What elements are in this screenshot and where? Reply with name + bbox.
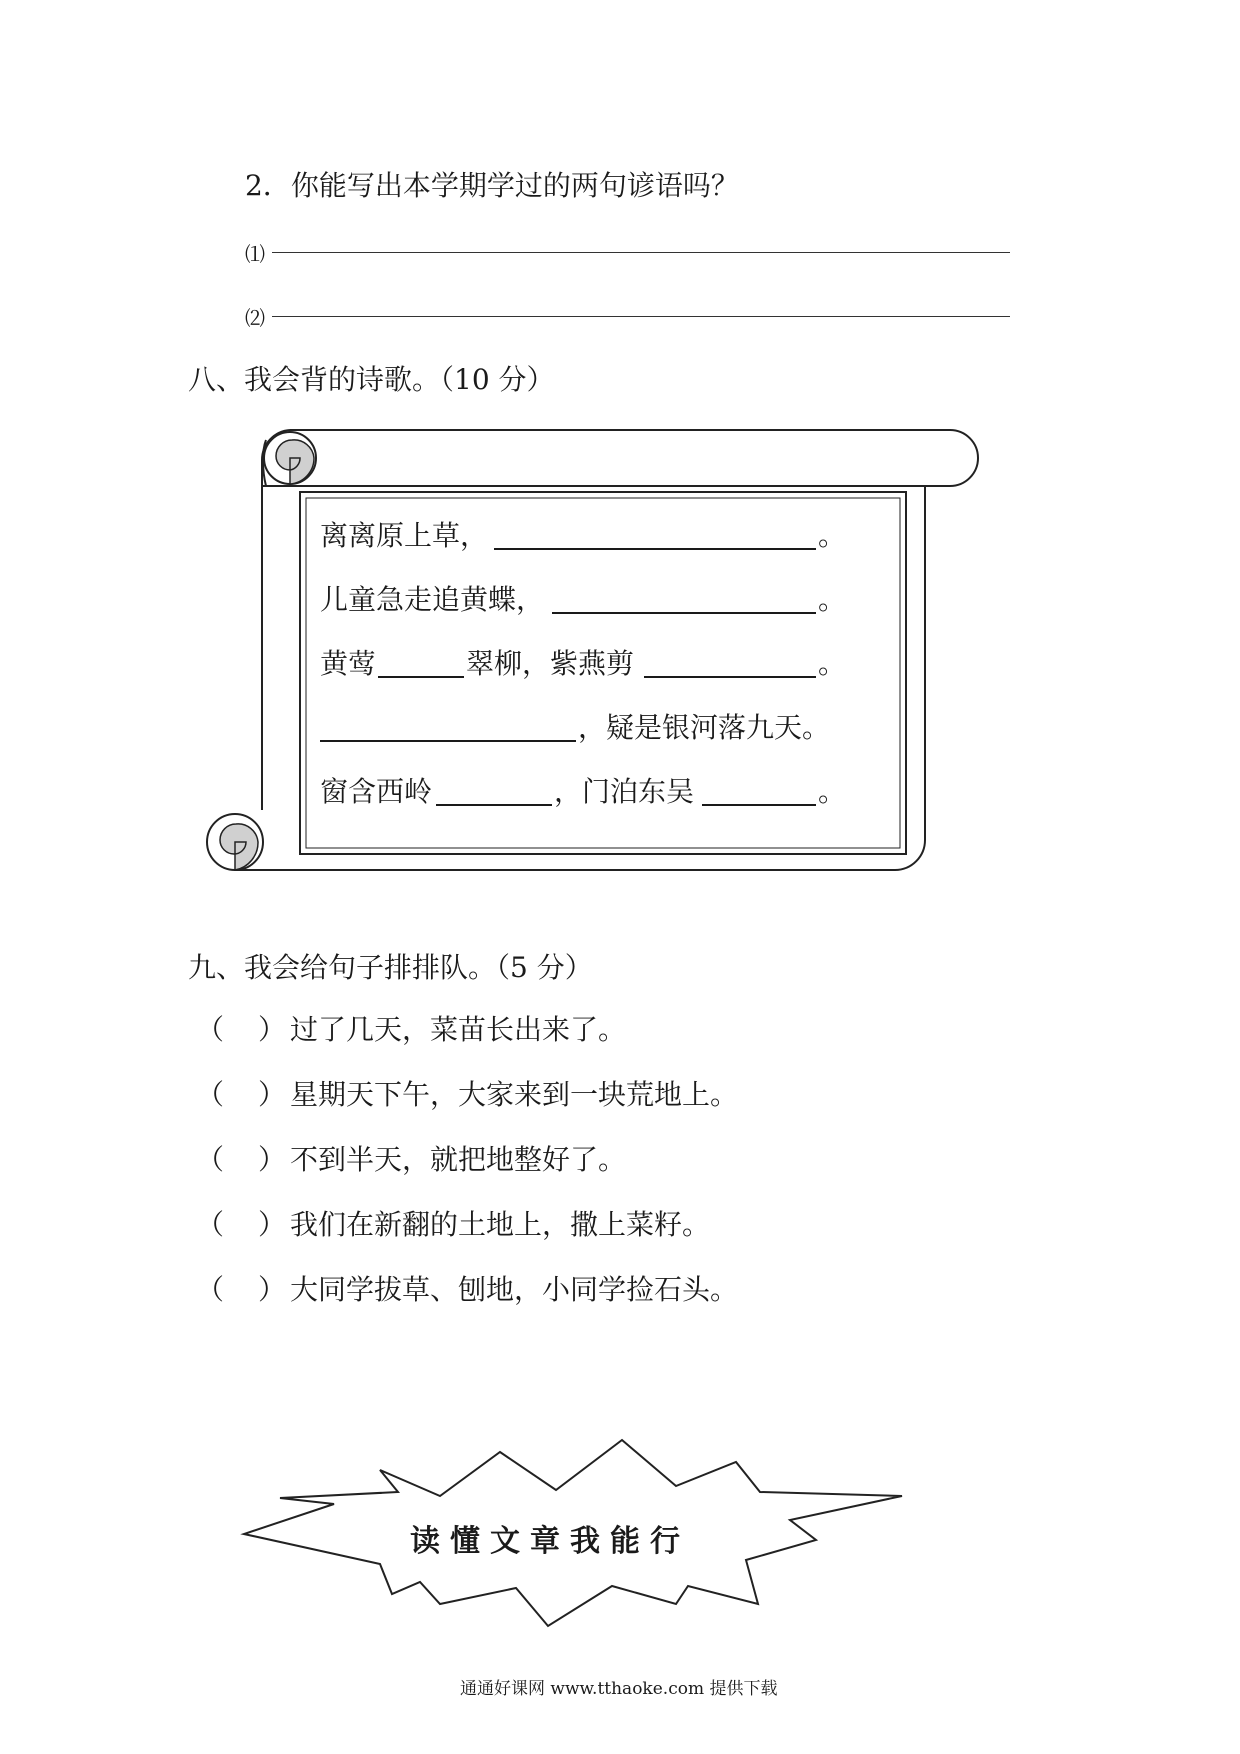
sentence-text: 大同学拔草、刨地，小同学捡石头。 (290, 1273, 739, 1306)
poem-line-3-start: 黄莺 (320, 647, 377, 680)
poem-line-3-end: 。 (818, 647, 847, 680)
poem-line-2-start: 儿童急走追黄蝶， (320, 583, 545, 616)
poem-line-3-mid: 翠柳，紫燕剪 (466, 647, 635, 680)
sentence-text: 我们在新翻的土地上，撒上菜籽。 (290, 1208, 711, 1241)
answer-line-1-label: ⑴ (245, 242, 265, 266)
poem-line-2-end: 。 (818, 583, 847, 616)
poem-line-5-mid: ，门泊东吴 (554, 775, 695, 808)
answer-line-2-label: ⑵ (245, 306, 265, 330)
order-paren-close: ） (258, 1208, 287, 1241)
sentence-text: 星期天下午，大家来到一块荒地上。 (290, 1078, 739, 1111)
section-9-heading: 九、我会给句子排排队。（5 分） (188, 951, 593, 984)
sentence-text: 过了几天，菜苗长出来了。 (290, 1013, 627, 1046)
poem-line-5-start: 窗含西岭 (320, 775, 433, 808)
order-paren-open: （ (196, 1273, 225, 1306)
order-paren-close: ） (258, 1273, 287, 1306)
banner-title: 读懂文章我能行 (410, 1524, 690, 1559)
footer-credit: 通通好课网 www.tthaoke.com 提供下载 (460, 1679, 778, 1699)
order-paren-open: （ (196, 1013, 225, 1046)
section-8-heading: 八、我会背的诗歌。（10 分） (188, 363, 555, 396)
order-paren-close: ） (258, 1078, 287, 1111)
poem-line-1-end: 。 (818, 519, 847, 552)
question-2: 2．你能写出本学期学过的两句谚语吗？ (245, 169, 739, 202)
order-paren-close: ） (258, 1143, 287, 1176)
sentence-text: 不到半天，就把地整好了。 (290, 1143, 627, 1176)
poem-line-5-end: 。 (818, 775, 847, 808)
poem-line-1-start: 离离原上草， (320, 519, 489, 552)
order-paren-open: （ (196, 1078, 225, 1111)
order-paren-open: （ (196, 1143, 225, 1176)
order-paren-close: ） (258, 1013, 287, 1046)
order-paren-open: （ (196, 1208, 225, 1241)
poem-line-4-end: ，疑是银河落九天。 (578, 711, 831, 744)
